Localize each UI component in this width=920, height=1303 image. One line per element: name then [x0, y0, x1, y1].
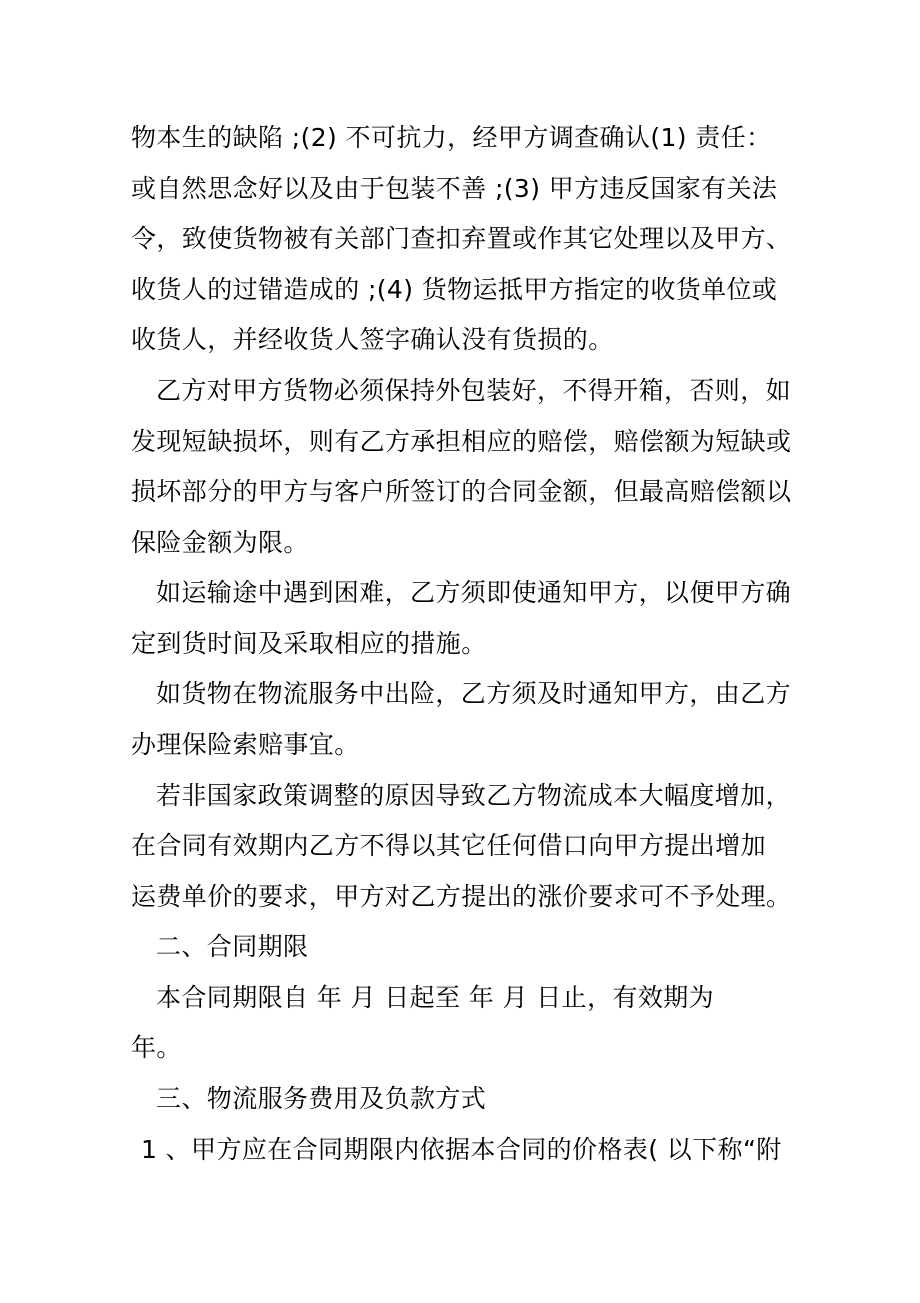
text-line: 物本生的缺陷 ;(2) 不可抗力，经甲方调查确认(1) 责任：	[131, 123, 772, 152]
text-line: 保险金额为限。	[131, 528, 309, 557]
paragraph-start-line: 乙方对甲方货物必须保持外包装好，不得开箱，否则，如	[156, 376, 792, 405]
text-line: 运费单价的要求，甲方对乙方提出的涨价要求可不予处理。	[131, 882, 792, 911]
text-line: 在合同有效期内乙方不得以其它任何借口向甲方提出增加	[131, 831, 767, 860]
paragraph-start-line: 如运输途中遇到困难，乙方须即使通知甲方，以便甲方确	[156, 578, 792, 607]
paragraph-start-line: 如货物在物流服务中出险，乙方须及时通知甲方，由乙方	[156, 679, 792, 708]
text-line: 损坏部分的甲方与客户所签订的合同金额，但最高赔偿额以	[131, 477, 792, 506]
section-heading: 三、物流服务费用及负款方式	[156, 1084, 487, 1113]
text-line: 收货人的过错造成的 ;(4) 货物运抵甲方指定的收货单位或	[131, 275, 778, 304]
text-line: 年。	[131, 1033, 182, 1062]
paragraph-start-line: 若非国家政策调整的原因导致乙方物流成本大幅度增加，	[156, 781, 792, 810]
text-line: 定到货时间及采取相应的措施。	[131, 629, 487, 658]
text-line: 收货人，并经收货人签字确认没有货损的。	[131, 325, 614, 354]
text-line: 令，致使货物被有关部门查扣弃置或作其它处理以及甲方、	[131, 224, 792, 253]
paragraph-start-line: 本合同期限自 年 月 日起至 年 月 日止，有效期为	[156, 983, 715, 1012]
numbered-clause-line: 1 、甲方应在合同期限内依据本合同的价格表( 以下称“附	[141, 1135, 782, 1164]
text-line: 发现短缺损坏，则有乙方承担相应的赔偿，赔偿额为短缺或	[131, 427, 792, 456]
section-heading: 二、合同期限	[156, 932, 309, 961]
text-line: 办理保险索赔事宜。	[131, 730, 360, 759]
text-line: 或自然思念好以及由于包装不善 ;(3) 甲方违反国家有关法	[131, 174, 778, 203]
